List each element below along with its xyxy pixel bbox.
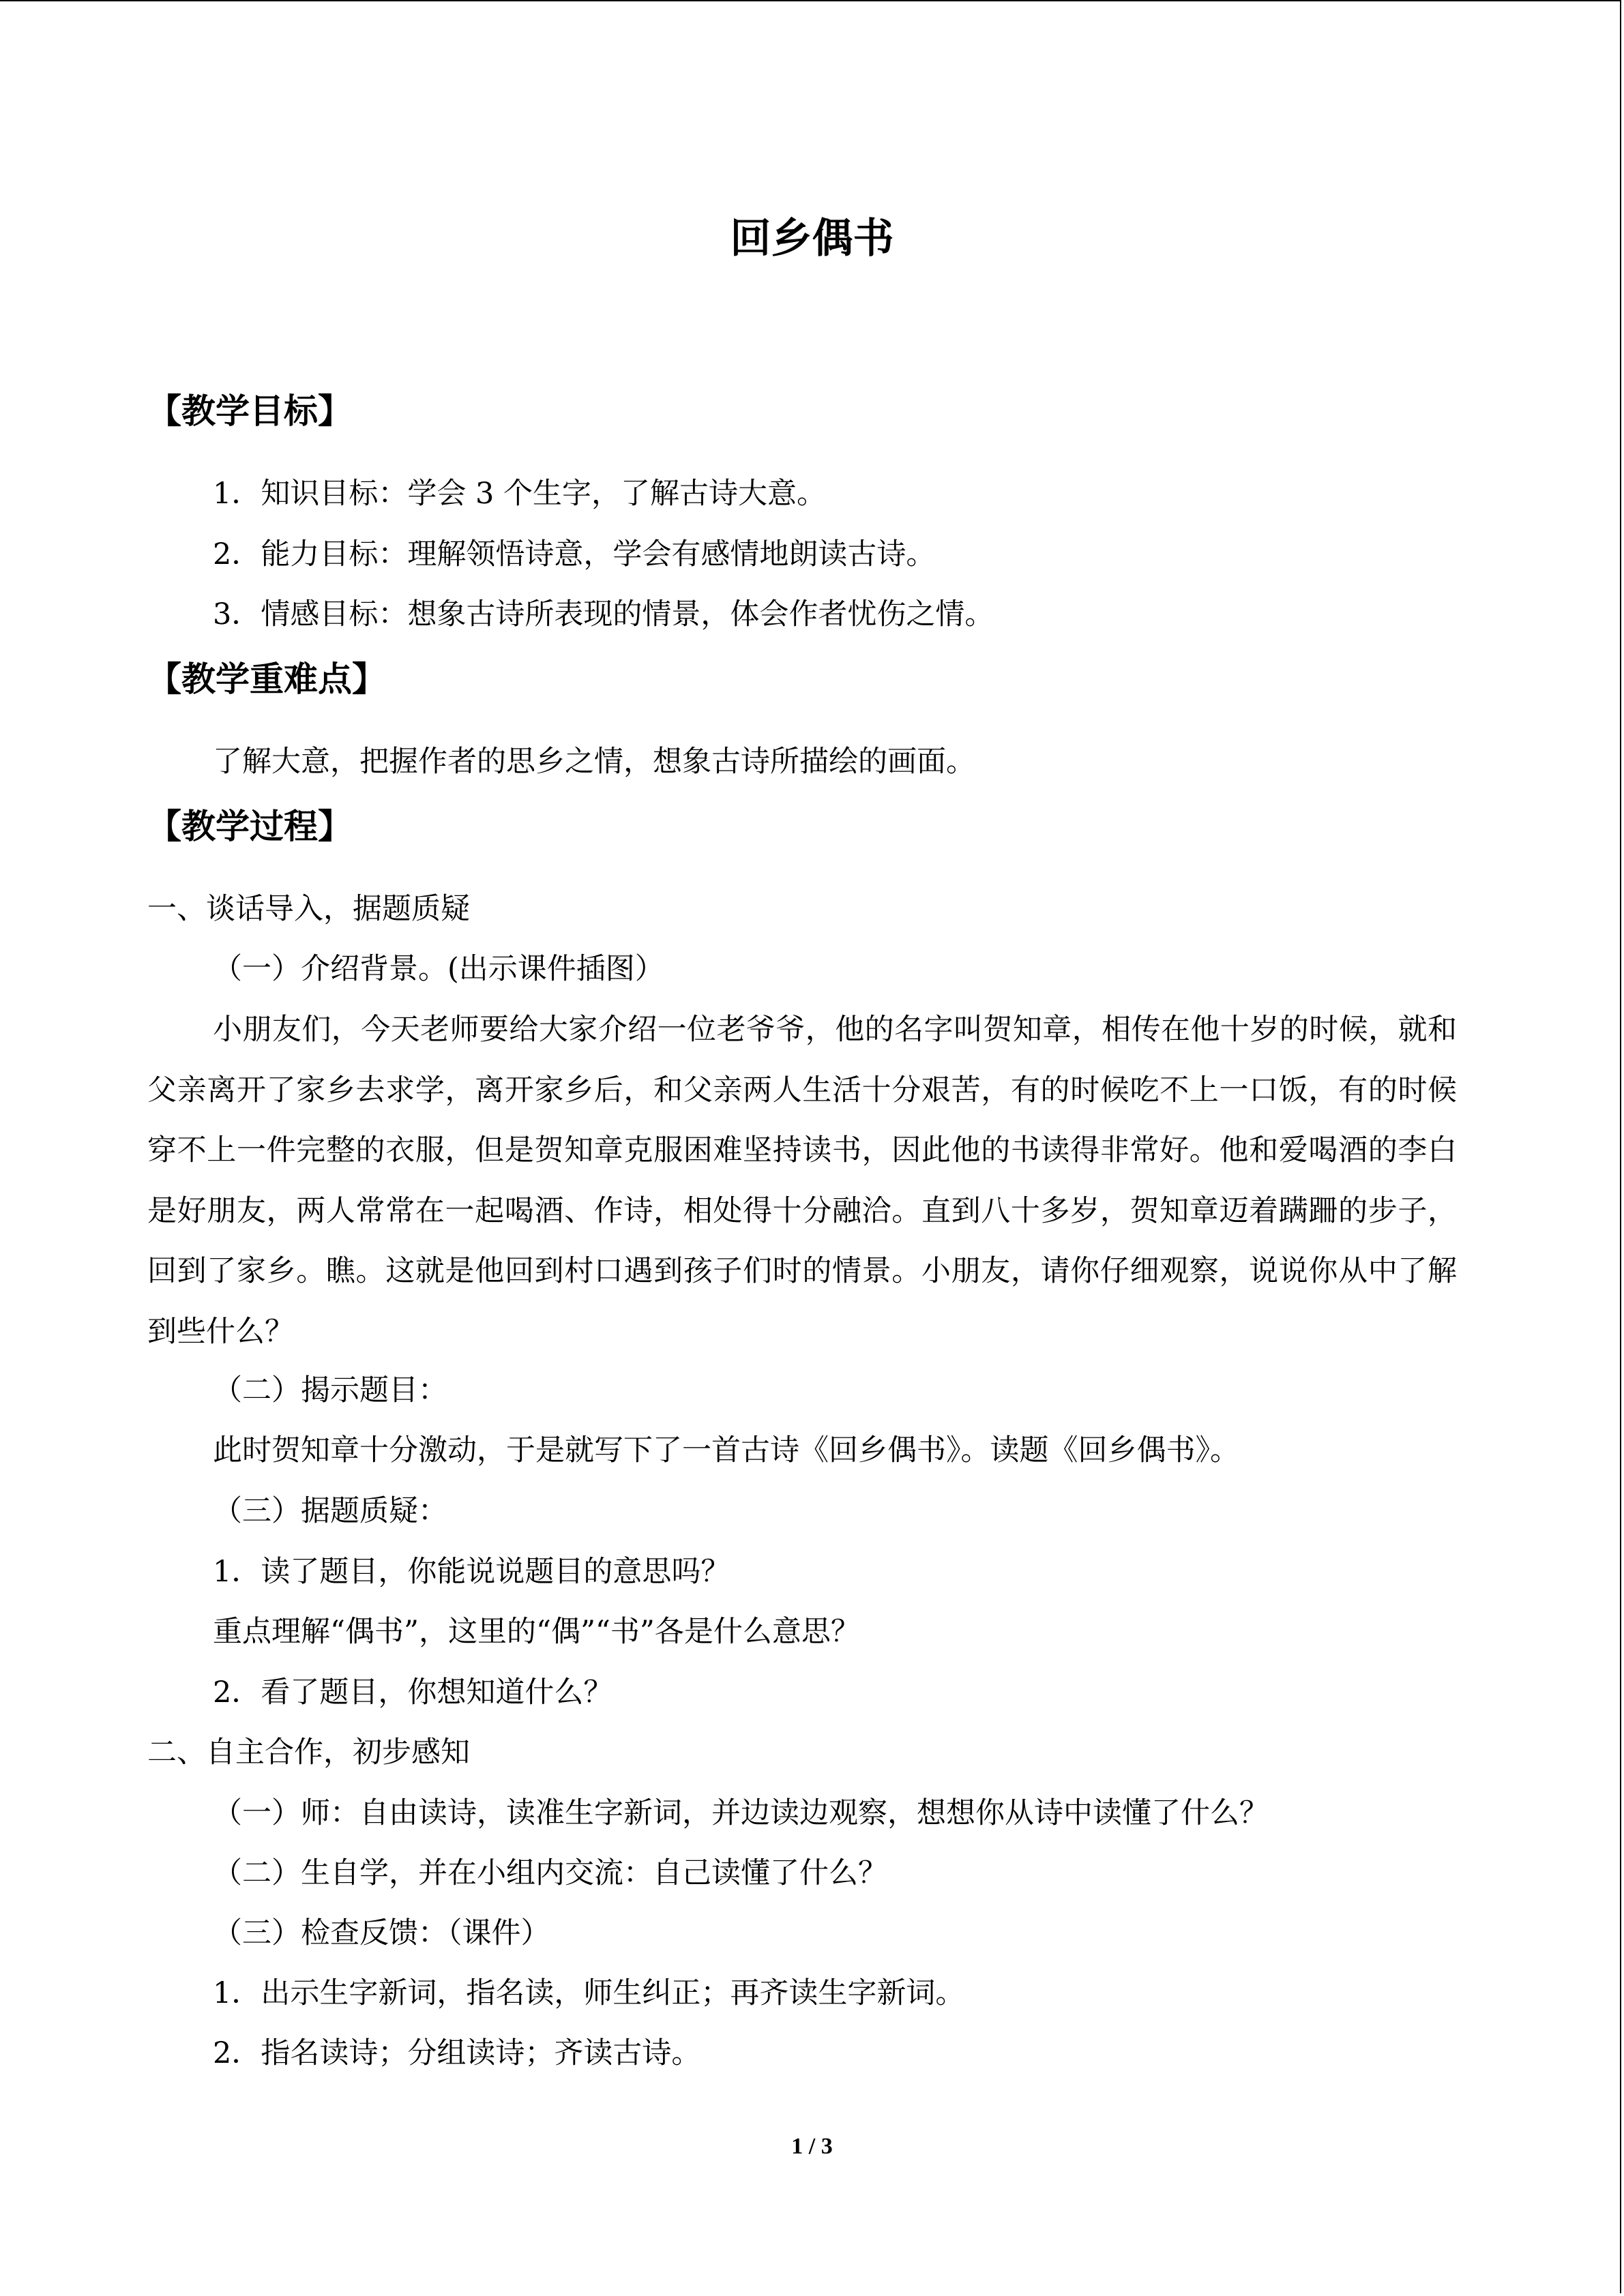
process-part2-sub3: （三）检查反馈：（课件） <box>213 1916 550 1950</box>
process-part1-question1: 1．读了题目，你能说说题目的意思吗？ <box>213 1555 730 1589</box>
goal-item-knowledge: 1．知识目标：学会 3 个生字，了解古诗大意。 <box>213 477 827 511</box>
process-part1-title: 一、谈话导入，据题质疑 <box>147 892 470 926</box>
process-part1-question1-note: 重点理解“偶书”，这里的“偶”“书”各是什么意思？ <box>213 1615 860 1649</box>
process-part2-item2: 2．指名读诗；分组读诗；齐读古诗。 <box>213 2036 701 2070</box>
process-part1-sub1: （一）介绍背景。(出示课件插图） <box>213 952 664 986</box>
process-part2-title: 二、自主合作，初步感知 <box>147 1735 470 1770</box>
process-part2-sub2: （二）生自学，并在小组内交流：自己读懂了什么？ <box>213 1856 887 1890</box>
process-part1-question2: 2．看了题目，你想知道什么？ <box>213 1675 613 1710</box>
process-part1-sub2: （二）揭示题目： <box>213 1373 447 1407</box>
process-part1-sub3: （三）据题质疑： <box>213 1494 447 1528</box>
process-part2-sub1: （一）师：自由读诗，读准生字新词，并边读边观察，想想你从诗中读懂了什么？ <box>213 1796 1269 1830</box>
heading-teaching-goals: 【教学目标】 <box>147 391 352 431</box>
goal-item-ability: 2．能力目标：理解领悟诗意，学会有感情地朗读古诗。 <box>213 537 936 571</box>
process-part1-paragraph: 小朋友们，今天老师要给大家介绍一位老爷爷，他的名字叫贺知章，相传在他十岁的时候，就和父亲离开了家乡去求学，离开家乡后，和父亲两人生活十分艰苦，有的时候吃不上一口饭，有的时候穿不上一件完整的衣服，但是贺知章克服困难坚持读书，因此他的书读得非常好。他和爱喝酒的李白是好朋友，两人常常在一起喝酒、作诗，相处得十分融洽。直到八十多岁，贺知章迈着蹒跚的步子，回到了家乡。瞧。这就是他回到村口遇到孩子们时的情景。小朋友，请你仔细观察，说说你从中了解到些什么？ <box>147 1013 1457 1349</box>
heading-key-points: 【教学重难点】 <box>147 659 386 699</box>
goal-item-emotion: 3．情感目标：想象古诗所表现的情景，体会作者忧伤之情。 <box>213 597 994 631</box>
process-part2-item1: 1．出示生字新词，指名读，师生纠正；再齐读生字新词。 <box>213 1976 965 2010</box>
page-number: 1 / 3 <box>791 2134 833 2159</box>
process-part1-sub2-text: 此时贺知章十分激动，于是就写下了一首古诗《回乡偶书》。读题《回乡偶书》。 <box>213 1433 1239 1467</box>
heading-teaching-process: 【教学过程】 <box>147 807 352 846</box>
page-title: 回乡偶书 <box>730 215 894 263</box>
key-points-text: 了解大意，把握作者的思乡之情，想象古诗所描绘的画面。 <box>213 745 975 779</box>
